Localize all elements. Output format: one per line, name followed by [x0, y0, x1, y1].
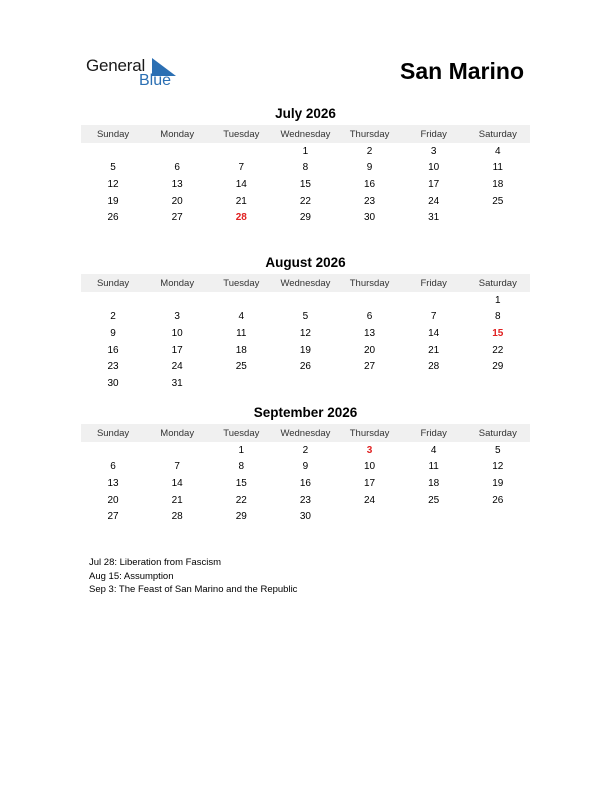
- day-cell: 13: [107, 477, 119, 489]
- weekday-label: Saturday: [478, 427, 517, 439]
- day-cell: 12: [107, 178, 119, 190]
- day-cell: 26: [492, 494, 504, 506]
- weekday-label: Saturday: [478, 128, 517, 140]
- week-row: [81, 160, 530, 177]
- day-cell: 5: [302, 311, 309, 323]
- day-cell: 19: [492, 477, 504, 489]
- day-cell: 29: [235, 511, 247, 523]
- day-cell: 13: [364, 327, 376, 339]
- day-cell: 14: [171, 477, 183, 489]
- day-cell: 6: [174, 162, 180, 174]
- day-cell: 1: [302, 145, 309, 157]
- weekday-label: Wednesday: [280, 128, 331, 140]
- day-cell: 29: [299, 212, 311, 224]
- week-row: [81, 143, 530, 160]
- day-cell: 16: [107, 344, 119, 356]
- day-cell: 10: [171, 327, 183, 339]
- day-cell: 28: [428, 361, 440, 373]
- day-cell: 30: [299, 511, 311, 523]
- weekday-label: Friday: [420, 277, 447, 289]
- holiday-day-cell: 3: [366, 444, 373, 456]
- day-cell: 21: [235, 195, 247, 207]
- day-cell: 24: [364, 494, 376, 506]
- week-row: [81, 176, 530, 193]
- day-cell: 20: [364, 344, 376, 356]
- weekday-label: Tuesday: [223, 277, 260, 289]
- day-cell: 23: [364, 195, 376, 207]
- weekday-label: Sunday: [96, 277, 130, 289]
- day-cell: 27: [364, 361, 376, 373]
- day-cell: 3: [430, 145, 437, 157]
- day-cell: 6: [366, 311, 373, 323]
- day-cell: 25: [428, 494, 440, 506]
- day-cell: 16: [364, 178, 376, 190]
- day-cell: 25: [492, 195, 504, 207]
- day-cell: 24: [171, 361, 183, 373]
- day-cell: 11: [428, 461, 439, 473]
- day-cell: 9: [366, 162, 373, 174]
- day-cell: 4: [430, 444, 437, 456]
- week-row: [81, 492, 530, 509]
- week-row: [81, 209, 530, 226]
- weekday-label: Thursday: [349, 128, 390, 140]
- weekday-header: [81, 274, 530, 292]
- day-cell: 30: [107, 377, 119, 389]
- day-cell: 8: [495, 311, 501, 323]
- week-row: [81, 508, 530, 525]
- day-cell: 17: [171, 344, 183, 356]
- general-blue-logo: [86, 56, 196, 92]
- weekday-label: Thursday: [349, 427, 390, 439]
- day-cell: 16: [299, 477, 311, 489]
- day-cell: 2: [366, 145, 373, 157]
- week-row: [81, 309, 530, 326]
- day-cell: 26: [107, 212, 119, 224]
- week-grid: [81, 442, 530, 525]
- day-cell: 8: [302, 162, 309, 174]
- day-cell: 10: [364, 461, 376, 473]
- day-cell: 13: [171, 178, 183, 190]
- weekday-label: Monday: [160, 427, 195, 439]
- day-cell: 4: [238, 311, 245, 323]
- day-cell: 15: [235, 477, 247, 489]
- day-cell: 18: [235, 344, 247, 356]
- day-cell: 26: [299, 361, 311, 373]
- day-cell: 9: [110, 327, 116, 339]
- month-september: [81, 404, 530, 525]
- holiday-note: Aug 15: Assumption: [89, 570, 174, 582]
- day-cell: 29: [492, 361, 504, 373]
- day-cell: 23: [107, 361, 119, 373]
- day-cell: 20: [171, 195, 183, 207]
- weekday-label: Wednesday: [280, 277, 331, 289]
- logo-word-blue: Blue: [139, 72, 172, 89]
- day-cell: 7: [238, 162, 245, 174]
- holiday-day-cell: 28: [235, 212, 247, 224]
- week-row: [81, 358, 530, 375]
- day-cell: 31: [428, 212, 440, 224]
- holiday-note: Sep 3: The Feast of San Marino and the Republic: [89, 584, 298, 595]
- day-cell: 15: [299, 178, 311, 190]
- day-cell: 9: [302, 461, 309, 473]
- day-cell: 7: [430, 311, 437, 323]
- weekday-label: Thursday: [349, 277, 390, 289]
- day-cell: 22: [492, 344, 504, 356]
- weekday-header: [81, 424, 530, 442]
- day-cell: 17: [428, 178, 440, 190]
- month-august: [81, 254, 530, 392]
- day-cell: 14: [235, 178, 247, 190]
- weekday-label: Wednesday: [280, 427, 331, 439]
- logo-word-general: General: [86, 56, 146, 75]
- holiday-note: Jul 28: Liberation from Fascism: [89, 557, 221, 568]
- day-cell: 20: [107, 494, 119, 506]
- day-cell: 2: [302, 444, 309, 456]
- day-cell: 19: [107, 195, 119, 207]
- month-title: August 2026: [265, 255, 346, 270]
- week-row: [81, 475, 530, 492]
- day-cell: 12: [492, 461, 504, 473]
- day-cell: 5: [495, 444, 501, 456]
- holiday-day-cell: 15: [492, 327, 504, 339]
- week-row: [81, 342, 530, 359]
- week-row: [81, 325, 530, 342]
- day-cell: 28: [171, 511, 183, 523]
- day-cell: 27: [107, 511, 119, 523]
- day-cell: 8: [238, 461, 245, 473]
- day-cell: 7: [174, 461, 180, 473]
- day-cell: 11: [236, 327, 247, 339]
- week-grid: [81, 143, 530, 226]
- day-cell: 30: [364, 212, 376, 224]
- weekday-label: Sunday: [96, 128, 130, 140]
- day-cell: 3: [174, 311, 180, 323]
- day-cell: 25: [235, 361, 247, 373]
- day-cell: 22: [299, 195, 311, 207]
- month-july: [81, 105, 530, 226]
- weekday-label: Friday: [420, 128, 447, 140]
- day-cell: 18: [492, 178, 504, 190]
- weekday-label: Sunday: [96, 427, 130, 439]
- holiday-notes: [89, 556, 297, 597]
- day-cell: 6: [110, 461, 116, 473]
- day-cell: 5: [110, 162, 116, 174]
- day-cell: 23: [299, 494, 311, 506]
- day-cell: 22: [235, 494, 247, 506]
- country-title: San Marino: [400, 58, 524, 84]
- day-cell: 18: [428, 477, 440, 489]
- weekday-label: Saturday: [478, 277, 517, 289]
- week-row: [81, 459, 530, 476]
- day-cell: 14: [428, 327, 440, 339]
- day-cell: 4: [495, 145, 501, 157]
- month-title: September 2026: [253, 405, 358, 420]
- day-cell: 1: [238, 444, 245, 456]
- week-row: [81, 292, 530, 309]
- week-row: [81, 193, 530, 210]
- weekday-label: Tuesday: [223, 427, 260, 439]
- day-cell: 24: [428, 195, 440, 207]
- day-cell: 10: [428, 162, 440, 174]
- day-cell: 19: [299, 344, 311, 356]
- weekday-label: Monday: [160, 277, 195, 289]
- day-cell: 12: [299, 327, 311, 339]
- week-grid: [81, 292, 530, 392]
- day-cell: 17: [364, 477, 376, 489]
- day-cell: 1: [495, 294, 501, 306]
- day-cell: 21: [428, 344, 440, 356]
- day-cell: 2: [110, 311, 116, 323]
- week-row: [81, 442, 530, 459]
- weekday-header: [81, 125, 530, 143]
- day-cell: 21: [171, 494, 183, 506]
- weekday-label: Tuesday: [223, 128, 260, 140]
- day-cell: 27: [171, 212, 183, 224]
- day-cell: 11: [492, 162, 503, 174]
- week-row: [81, 375, 530, 392]
- day-cell: 31: [171, 377, 183, 389]
- weekday-label: Monday: [160, 128, 195, 140]
- weekday-label: Friday: [420, 427, 447, 439]
- month-title: July 2026: [275, 106, 336, 121]
